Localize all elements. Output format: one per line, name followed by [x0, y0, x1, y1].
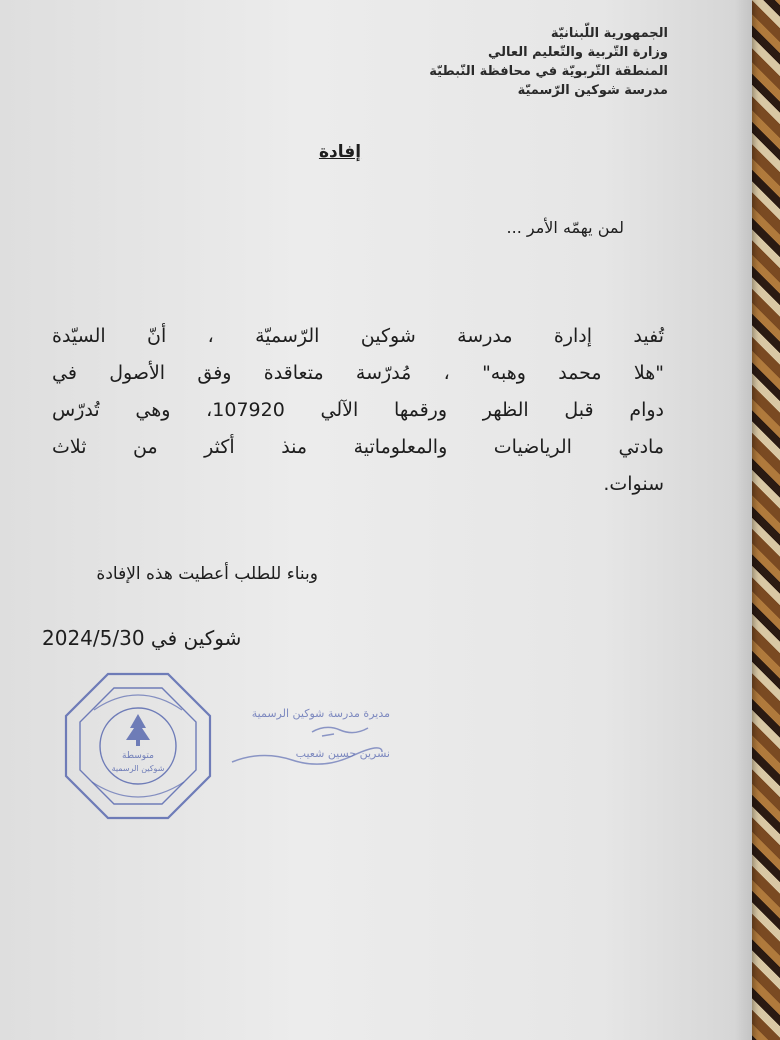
- closing-statement: وبناء للطلب أعطيت هذه الإفادة: [96, 564, 318, 584]
- letterhead: [348, 24, 668, 100]
- page-edge-shadow: [734, 0, 752, 1040]
- letterhead-country: الجمهورية اللّبنانيّة: [550, 26, 668, 41]
- certificate-body: [52, 318, 664, 503]
- body-line: تُفيد إدارة مدرسة شوكين الرّسميّة ، أنّ السيّدة: [52, 325, 664, 347]
- salutation: لمن يهمّه الأمر ...: [506, 218, 624, 237]
- body-line: سنوات.: [603, 473, 664, 495]
- cedar-icon: [126, 714, 150, 746]
- body-line: مادتي الرياضيات والمعلوماتية منذ أكثر من ثلاث: [52, 436, 664, 458]
- signature-text: [222, 706, 390, 762]
- signature-name: نسرين حسين شعيب: [295, 747, 390, 760]
- body-line: "هلا محمد وهبه" ، مُدرّسة متعاقدة وفق الأصول في: [52, 362, 664, 384]
- signature-title: مديرة مدرسة شوكين الرسمية: [251, 707, 390, 720]
- letterhead-ministry: وزارة التّربية والتّعليم العالي: [487, 45, 668, 60]
- document-title: إفادة: [318, 142, 362, 162]
- official-stamp: [62, 670, 214, 822]
- place-date-line: شوكين في 2024/5/30: [42, 626, 242, 650]
- letterhead-region: المنطقة التّربويّة في محافظة النّبطيّة: [429, 64, 668, 79]
- letterhead-school: مدرسة شوكين الرّسميّة: [517, 83, 668, 98]
- stamp-center-line1: متوسطة: [122, 751, 154, 761]
- body-line: دوام قبل الظهر ورقمها الآلي 107920، وهي تُدرّس: [52, 399, 664, 421]
- stamp-center-line2: شوكين الرسمية: [111, 764, 165, 773]
